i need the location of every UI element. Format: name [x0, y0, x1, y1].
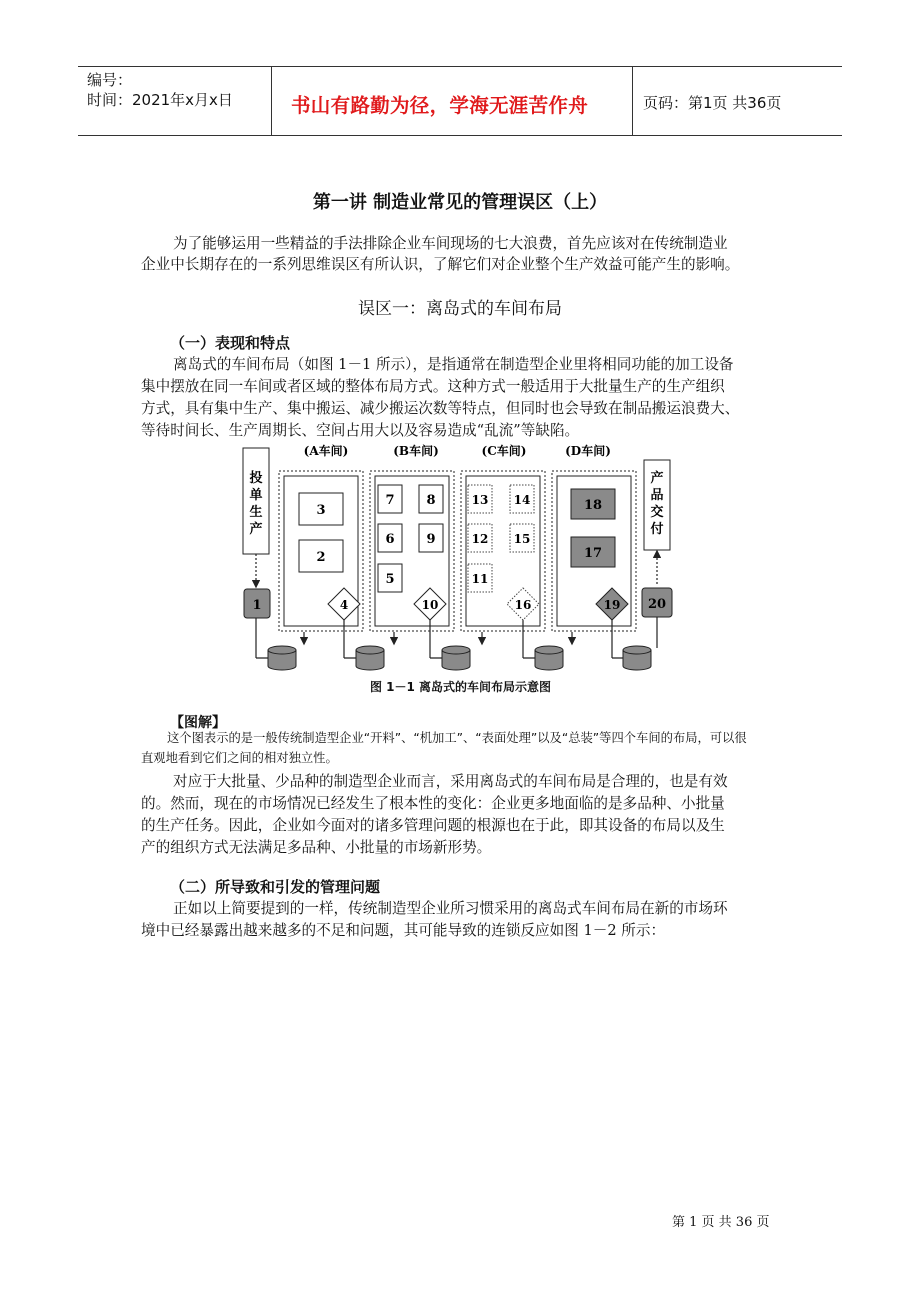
product-delivery-char-2: 品 — [650, 488, 664, 503]
para3-line-1: 正如以上简要提到的一样，传统制造型企业所习惯采用的离岛式车间布局在新的市场环 — [173, 900, 728, 917]
subsection-2-title: （二）所导致和引发的管理问题 — [170, 878, 381, 896]
intro-line-1: 为了能够运用一些精益的手法排除企业车间现场的七大浪费，首先应该对在传统制造业 — [173, 235, 728, 252]
order-input-char-3: 生 — [249, 505, 263, 520]
node-10-label: 10 — [421, 598, 439, 612]
header-top-rule — [78, 66, 842, 67]
machine-2-label: 2 — [316, 550, 326, 565]
page-title: 第一讲 制造业常见的管理误区（上） — [312, 192, 608, 213]
machine-14-label: 14 — [513, 493, 531, 507]
product-delivery-char-1: 产 — [650, 471, 664, 486]
header-number-label: 编号： — [87, 71, 133, 89]
machine-6-label: 6 — [385, 532, 395, 547]
header-divider-1 — [271, 66, 272, 135]
workshop-label-d: (D车间) — [565, 444, 611, 458]
header-motto: 书山有路勤为径，学海无涯苦作舟 — [291, 94, 589, 117]
diagram-note-heading: 【图解】 — [170, 715, 226, 731]
machine-17-label: 17 — [583, 546, 603, 561]
storage-cylinder-2 — [356, 646, 384, 670]
machine-3-label: 3 — [316, 503, 326, 518]
diagram-note-line-2: 直观地看到它们之间的相对独立性。 — [141, 751, 338, 765]
sub1-line-2: 集中摆放在同一车间或者区域的整体布局方式。这种方式一般适用于大批量生产的生产组织 — [141, 378, 725, 395]
product-delivery-char-3: 交 — [650, 505, 664, 520]
machine-9-label: 9 — [426, 532, 436, 547]
figure-caption: 图 1－1 离岛式的车间布局示意图 — [370, 680, 552, 694]
machine-5-label: 5 — [385, 572, 395, 587]
order-input-char-1: 投 — [249, 471, 263, 486]
machine-18-label: 18 — [583, 498, 603, 513]
para3-line-2: 境中已经暴露出越来越多的不足和问题，其可能导致的连锁反应如图 1－2 所示： — [141, 922, 666, 939]
node-1-label: 1 — [252, 598, 262, 613]
header-page-label: 页码：第1页 共36页 — [643, 94, 782, 112]
storage-cylinder-5 — [623, 646, 651, 670]
storage-cylinder-4 — [535, 646, 563, 670]
machine-7-label: 7 — [385, 493, 395, 508]
machine-8-label: 8 — [426, 493, 436, 508]
sub1-line-1: 离岛式的车间布局（如图 1－1 所示），是指通常在制造型企业里将相同功能的加工设备 — [173, 356, 734, 373]
node-20-label: 20 — [647, 597, 667, 612]
header-bottom-rule — [78, 135, 842, 136]
figure-workshop-layout — [230, 440, 690, 674]
workshop-label-b: (B车间) — [393, 444, 439, 458]
storage-cylinder-3 — [442, 646, 470, 670]
order-input-char-2: 单 — [249, 488, 263, 503]
subsection-1-title: （一）表现和特点 — [170, 334, 291, 352]
workshop-label-a: (A车间) — [303, 444, 349, 458]
header-time-label: 时间：2021年x月x日 — [87, 91, 233, 109]
header-divider-2 — [632, 66, 633, 135]
node-16-label: 16 — [514, 598, 532, 612]
para2-line-3: 的生产任务。因此，企业如今面对的诸多管理问题的根源也在于此，即其设备的布局以及生 — [141, 817, 725, 834]
page-footer: 第 1 页 共 36 页 — [672, 1215, 770, 1230]
machine-11-label: 11 — [471, 572, 489, 586]
machine-13-label: 13 — [471, 493, 489, 507]
product-delivery-char-4: 付 — [650, 522, 664, 537]
sub1-line-3: 方式，具有集中生产、集中搬运、减少搬运次数等特点，但同时也会导致在制品搬运浪费大、 — [141, 400, 740, 417]
node-4-label: 4 — [339, 598, 349, 612]
para2-line-2: 的。然而，现在的市场情况已经发生了根本性的变化：企业更多地面临的是多品种、小批量 — [141, 795, 725, 812]
workshop-label-c: (C车间) — [481, 444, 527, 458]
storage-cylinder-1 — [268, 646, 296, 670]
order-input-char-4: 产 — [249, 522, 263, 537]
machine-12-label: 12 — [471, 532, 489, 546]
sub1-line-4: 等待时间长、生产周期长、空间占用大以及容易造成“乱流”等缺陷。 — [141, 422, 580, 439]
diagram-note-line-1: 这个图表示的是一般传统制造型企业“开料”、“机加工”、“表面处理”以及“总装”等四个车间的布局，可以很 — [167, 731, 747, 745]
para2-line-1: 对应于大批量、少品种的制造型企业而言，采用离岛式的车间布局是合理的，也是有效 — [173, 773, 728, 790]
section-title: 误区一：离岛式的车间布局 — [358, 299, 562, 319]
node-19-label: 19 — [603, 598, 621, 612]
machine-15-label: 15 — [513, 532, 531, 546]
intro-line-2: 企业中长期存在的一系列思维误区有所认识，了解它们对企业整个生产效益可能产生的影响。 — [141, 256, 740, 273]
para2-line-4: 产的组织方式无法满足多品种、小批量的市场新形势。 — [141, 839, 492, 856]
